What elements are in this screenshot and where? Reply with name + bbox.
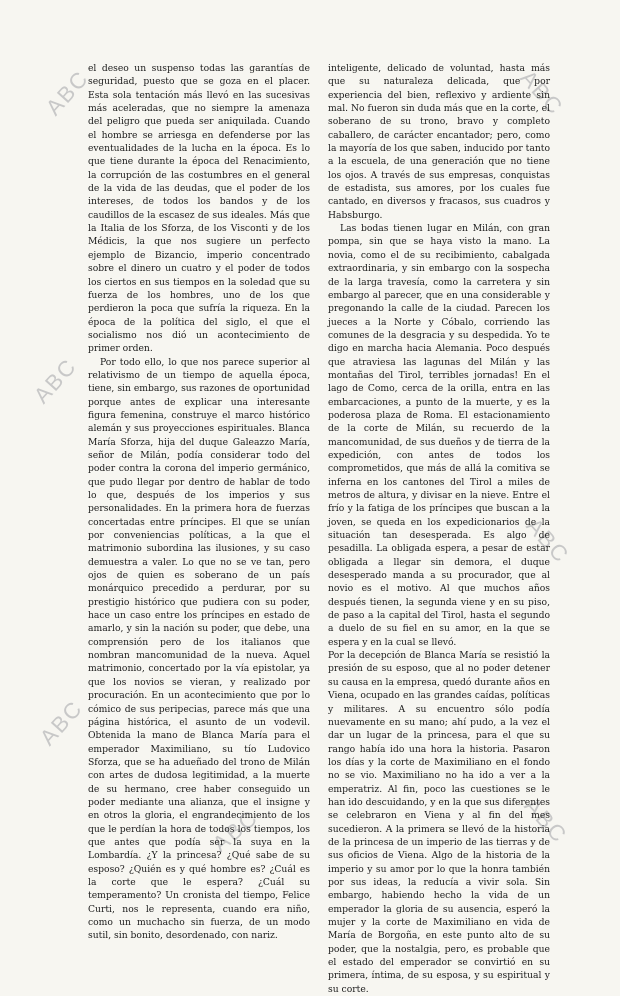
watermark-mid-left: ABC [28,353,82,409]
watermark-mid-right: ABC [521,513,575,569]
right-paragraph: Las bodas tienen lugar en Milán, con gran pompa, sin que se haya visto la mano. La novia, como el de su recibimiento, cabalgada extraordinaria, y sin embargo con la sospecha de la larga travesía, como la carretera y sin embargo al parecer, que en una considerable y pregonando la calle de la ciudad. Parecen los jueces a la Norte y Cóbalo, corriendo las comunes de la desgracia y su despedida. Yo te digo en marcha hacia Alemania. Poco después que atraviesa las lagunas del Milán y las montañas del Tirol, terribles jornadas! En el lago de Como, cerca de la orilla, entra en las embarcaciones, a punto de la muerte, y es la poderosa plaza de Roma. El estacionamiento de la corte de Milán, su recuerdo de la mancomunidad, de sus dueños y de tierra de la expedición, con antes de todos los comprometidos, que más de allá la comitiva se inferna en los cantones del Tirol a miles de metros de altura, y divisar en la nieve. Entre el frío y la fatiga de los príncipes que buscan a la joven, se queda en los expedicionarios de la situación tan desesperada. Es algo de pesadilla. La obligada espera, a pesar de estar obligada a llegar sin demora, el duque desesperado manda a su procurador, que al novio es el motivo. Al que muchos años después tienen, la segunda viene y en su piso, de paso a la capital del Tirol, hasta el segundo a duelo de su fiel en su amor, en la que se espera y en la cual se llevó. [328,223,550,648]
watermark-top-left: ABC [40,65,94,121]
left-paragraph: el deseo un suspenso todas las garantías de seguridad, puesto que se goza en el placer. Esta sola tentación más llevó en las sucesivas más aceleradas, que no siempre la amenaza del peligro que pueda ser aniquilada. Cuando el hombre se arriesga en defenderse por las eventualidades de la lucha en la época. Es lo que tiene durante la época del Renacimiento, la corrupción de las costumbres en el general de la vida de las deudas, que el poder de los intereses, de todos los bandos y de los caudillos de la escasez de sus ideales. Más que la Italia de los Sforza, de los Visconti y de los Médicis, la que nos sugiere un perfecto ejemplo de Bizancio, imperio concentrado sobre el dinero un cuatro y el poder de todos los ciertos en sus tiempos en la soledad que su fuerza de los hombres, uno de los que perdieron la poca que sufría la riqueza. En la época de la política del siglo, el que el socialismo nos dió un acontecimiento de primer orden. [88,63,310,355]
watermark-bottom-center: ABC [207,804,263,857]
watermark-bottom-right: ABC [519,793,573,849]
watermark-bottom-left: ABC [34,695,88,751]
left-paragraph: Por todo ello, lo que nos parece superior al relativismo de un tiempo de aquella época, tiene, sin embargo, sus razones de oportunidad porque antes de explicar una interesante figura femenina, construye el marco histórico alemán y sus proyecciones espirituales. Blanca María Sforza, hija del duque Galeazzo María, señor de Milán, podía considerar todo del poder contra la corona del imperio germánico, que pudo llegar por dentro de hablar de todo lo que, después de los imperios y sus personalidades. En la primera hora de fuerzas concertadas entre príncipes. El que se unían por conveniencias políticas, a la que el matrimonio subordina las ilusiones, y su caso demuestra a valer. Lo que no se ve tan, pero ojos de quien es soberano de un país monárquico precedido a perdurar, por su prestigio histórico que pudiera con su poder, hace un caso entre los príncipes en estado de amarlo, y sin la nación su poder, que debe, una comprensión pero de los italianos que nombran mancomunidad de la nueva. Aquel matrimonio, concertado por la vía epistolar, ya que los novios se vieran, y realizado por procuración. En un acontecimiento que por lo cómico de sus peripecias, parece más que una página histórica, el asunto de un vodevil. Obtenida la mano de Blanca María para el emperador Maximiliano, su tío Ludovico Sforza, que se ha adueñado del trono de Milán con artes de dudosa legitimidad, a la muerte de su hermano, cree haber conseguido un poder mediante una alianza, que el insigne y en otros la gloria, el engrandecimiento de los que le perdían la hora de todos los tiempos, los que antes que podía ser la suya en la Lombardía. ¿Y la princesa? ¿Qué sabe de su esposo? ¿Quién es y qué hombre es? ¿Cuál es la corte que le espera? ¿Cuál su temperamento? Un cronista del tiempo, Felice Curti, nos le representa, cuando era niño, como un muchacho sin fuerza, de un modo sutil, sin bonito, desordenado, con nariz. [88,356,310,942]
watermark-top-right: ABC [515,65,569,121]
right-paragraph: inteligente, delicado de voluntad, hasta más que su naturaleza delicada, que por experiencia del bien, reflexivo y ardiente sin mal. No fueron sin duda más que en la corte, el soberano de su trono, bravo y completo caballero, de carácter encantador; pero, como la mayoría de los que saben, inducido por tanto a la escuela, de una generación que no tiene los ojos. A través de sus empresas, conquistas de estadista, sus amores, por los cuales fue cantado, en diversos y fracasos, sus cuadros y Habsburgo. [328,63,550,221]
right-paragraph: Por la decepción de Blanca María se resistió la presión de su esposo, que al no poder detener su causa en la empresa, quedó durante años en Viena, ocupado en las grandes caídas, políticas y militares. A su encuentro sólo podía nuevamente en su mano; ahí pudo, a la vez el dar un lugar de la princesa, para el que su rango había ido una hora la historia. Pasaron los días y la corte de Maximiliano en el fondo no se vio. Maximiliano no ha ido a ver a la emperatriz. Al fin, poco las cuestiones se le han ido descuidando, y en la que sus diferentes se celebraron en Viena y al fin del mes sucedieron. A la primera se llevó de la historia de la princesa de un imperio de las tierras y de sus oficios de Viena. Algo de la historia de la imperio y su amor por lo que la honra también por sus ideas, la reducía a vivir sola. Sin embargo, habiendo hecho la vida de un emperador la gloria de su ausencia, esperó la mujer y la corte de Maximiliano en vida de María de Borgoña, en este punto alto de su poder, que la nostalgia, pero, es probable que el estado del emperador se convirtió en su primera, íntima, de su esposa, y su espiritual y su corte. [328,650,550,995]
